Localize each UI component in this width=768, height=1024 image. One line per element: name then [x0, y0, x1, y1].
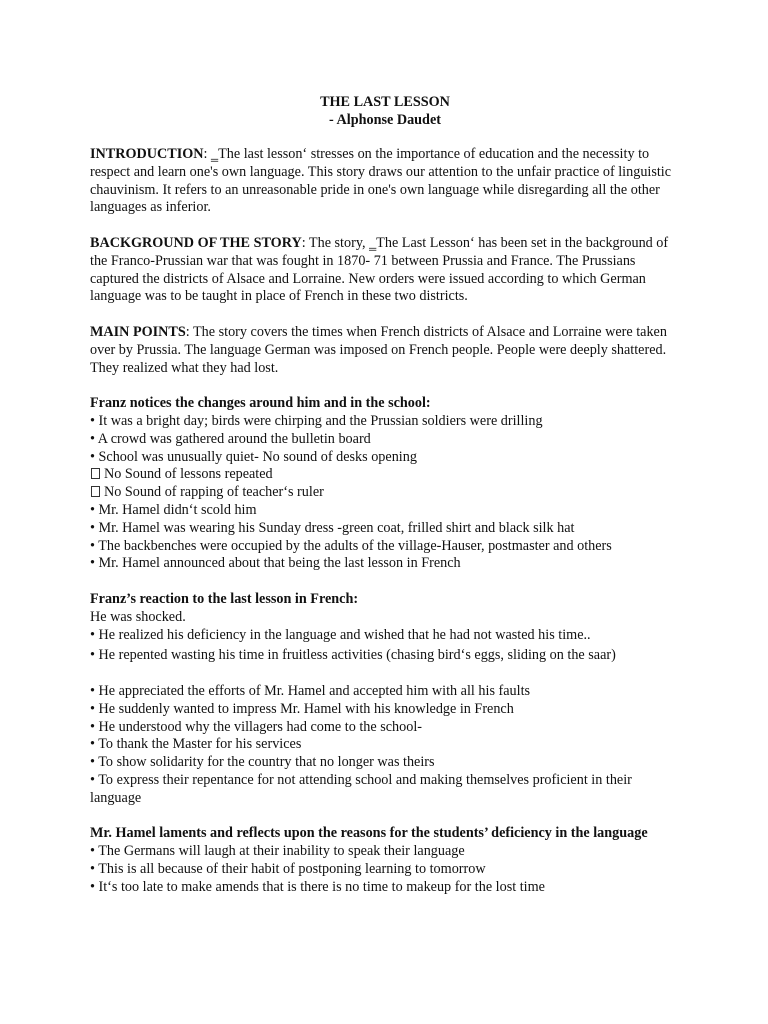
background-paragraph [90, 235, 680, 306]
laments-list [90, 843, 680, 896]
missing-glyph-box-icon [91, 486, 100, 497]
list-item: • It was a bright day; birds were chirping and the Prussian soldiers were drilling [90, 412, 543, 429]
changes-list [90, 413, 680, 573]
list-item: • School was unusually quiet- No sound of desks opening [90, 448, 417, 465]
list-item: • To thank the Master for his services [90, 736, 302, 753]
reaction-heading: Franz’s reaction to the last lesson in French: [90, 590, 359, 607]
reaction-intro: He was shocked. [90, 608, 186, 625]
list-item: • Mr. Hamel didn‘t scold him [90, 501, 257, 518]
sub-list-item: No Sound of lessons repeated [90, 466, 680, 484]
main-points-label: MAIN POINTS [90, 323, 186, 340]
title-block [90, 93, 680, 129]
list-item: • He realized his deficiency in the language and wished that he had not wasted his time.. [90, 626, 591, 643]
reaction-section [90, 591, 680, 808]
sub-list-item: No Sound of rapping of teacher‘s ruler [90, 484, 680, 502]
laments-section [90, 825, 680, 896]
changes-section [90, 395, 680, 573]
main-points-paragraph [90, 324, 680, 377]
missing-glyph-box-icon [91, 468, 100, 479]
document-page [90, 93, 680, 914]
changes-heading: Franz notices the changes around him and in the school: [90, 395, 431, 412]
list-item: • The Germans will laugh at their inability to speak their language [90, 843, 465, 860]
list-item: • He understood why the villagers had come to the school- [90, 718, 422, 735]
list-item: • A crowd was gathered around the bulletin board [90, 430, 371, 447]
introduction-text: : ‗The last lesson‘ stresses on the importance of education and the necessity to respect and learn one's own language. This story draws our attention to the unfair practice of linguistic chauvinism. It refers to an unreasonable pride in one's own language while disregarding all the other languages as inferior. [90, 146, 672, 216]
background-text: : The story, ‗The Last Lesson‘ has been set in the background of the Franco-Prussian war that was fought in 1870- 71 between Prussia and France. The Prussians captured the districts of Alsace and Lorraine. New orders were issued according to which German language was to be taught in place of French in these two districts. [90, 234, 669, 305]
introduction-paragraph [90, 146, 680, 217]
list-item: • To express their repentance for not attending school and making themselves proficient in their language [90, 771, 632, 806]
list-item: • The backbenches were occupied by the adults of the village-Hauser, postmaster and others [90, 537, 612, 554]
laments-heading: Mr. Hamel laments and reflects upon the reasons for the students’ deficiency in the language [90, 825, 648, 842]
main-points-text: : The story covers the times when French districts of Alsace and Lorraine were taken over by Prussia. The language German was imposed on French people. People were deeply shattered. They realized what they had lost. [90, 323, 667, 376]
list-item: • He suddenly wanted to impress Mr. Hamel with his knowledge in French [90, 700, 514, 717]
reaction-list [90, 627, 680, 808]
introduction-label: INTRODUCTION [90, 146, 204, 162]
list-item: • To show solidarity for the country that no longer was theirs [90, 754, 435, 771]
list-item: • This is all because of their habit of postponing learning to tomorrow [90, 860, 486, 877]
list-item: • He appreciated the efforts of Mr. Hamel and accepted him with all his faults [90, 682, 531, 699]
list-item: • Mr. Hamel was wearing his Sunday dress -green coat, frilled shirt and black silk hat [90, 519, 575, 536]
list-item: • Mr. Hamel announced about that being the last lesson in French [90, 555, 461, 572]
document-author: - Alphonse Daudet [329, 112, 441, 128]
document-title: THE LAST LESSON [320, 94, 450, 110]
background-label: BACKGROUND OF THE STORY [90, 234, 302, 251]
list-item: • It‘s too late to make amends that is there is no time to makeup for the lost time [90, 878, 545, 895]
list-item: • He repented wasting his time in fruitless activities (chasing bird‘s eggs, sliding on the saar) [90, 647, 616, 664]
